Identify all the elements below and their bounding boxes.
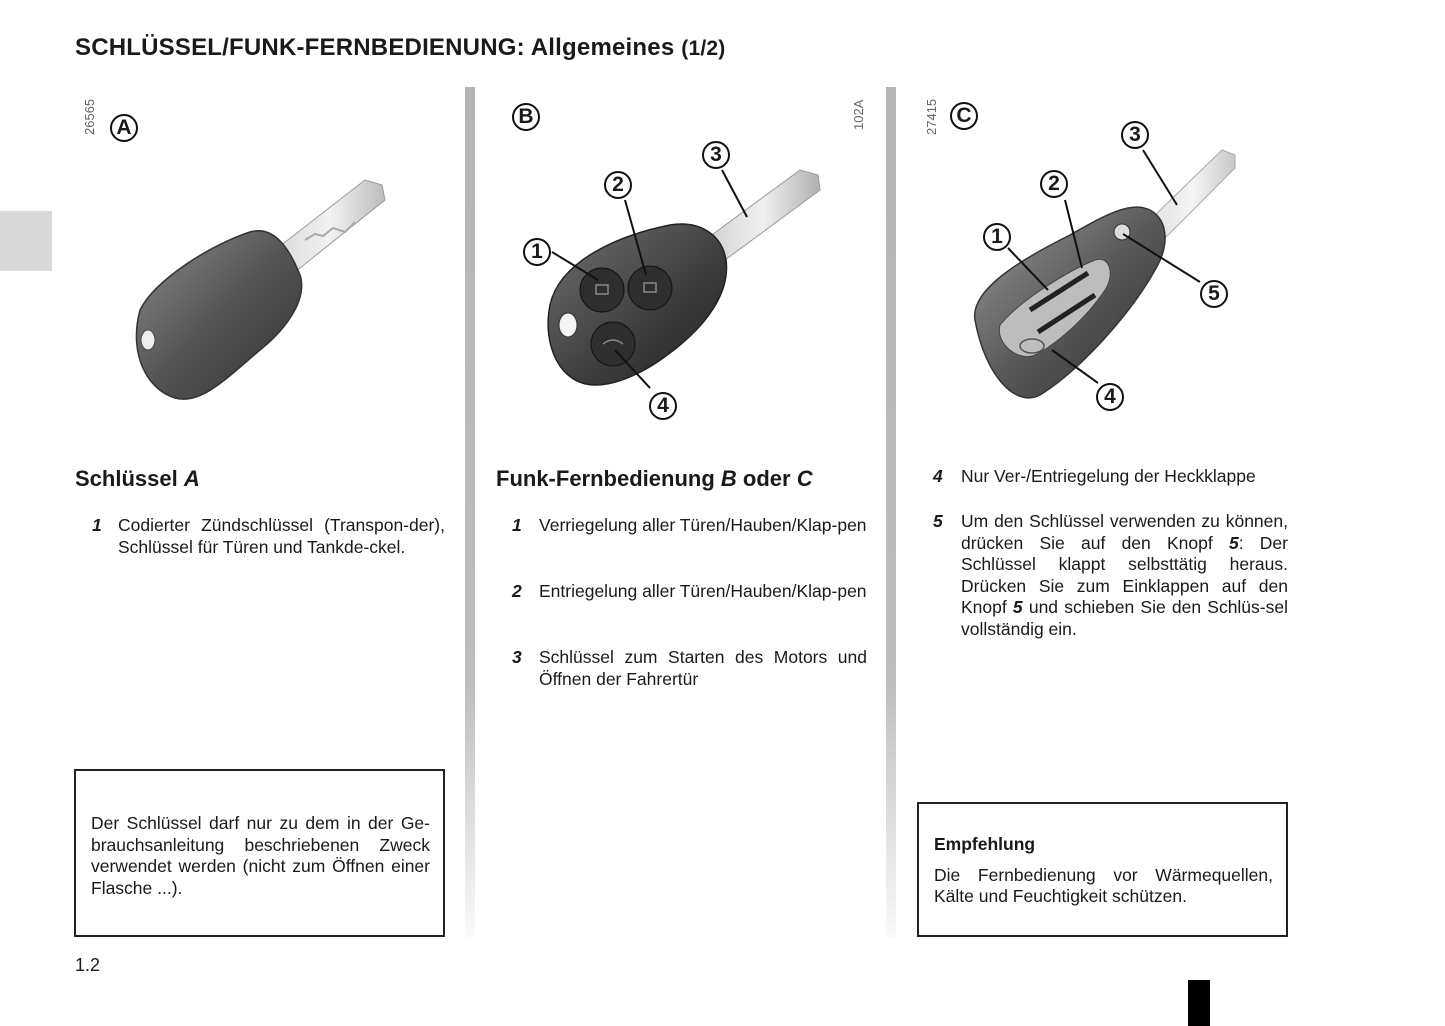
key-head xyxy=(136,231,301,399)
recommendation-content xyxy=(934,834,1273,908)
col-b-heading-text: Funk-Fernbedienung xyxy=(496,466,721,491)
figure-c-callout-3: 3 xyxy=(1121,121,1149,149)
col-c-item-5 xyxy=(933,511,1288,640)
recommendation-title: Empfehlung xyxy=(934,834,1036,854)
col-b-heading-var-c: C xyxy=(796,466,813,491)
col-a-item-1-text: Codierter Zündschlüssel (Transpon-der), Schlüssel für Türen und Tankde-ckel. xyxy=(118,515,445,557)
col-b-item-2-text: Entriegelung aller Türen/Hauben/Klap-pen xyxy=(539,581,867,601)
col-a-heading-text: Schlüssel xyxy=(75,466,184,491)
remote-b-trunk-button xyxy=(591,322,635,366)
col-b-item-3-text: Schlüssel zum Starten des Motors und Öffnen der Fahrertür xyxy=(539,647,867,689)
recommendation-text: Die Fernbedienung vor Wärmequellen, Kälte und Feuchtigkeit schützen. xyxy=(934,864,1273,906)
col-a-note-text: Der Schlüssel darf nur zu dem in der Ge-brauchsanleitung beschriebenen Zweck verwendet werden (nicht zum Öffnen einer Flasche ...). xyxy=(91,813,430,898)
col-b-item-2-num: 2 xyxy=(512,581,522,601)
figure-b-label: B xyxy=(512,103,540,131)
figure-b-remote-illustration xyxy=(500,130,840,430)
col-a-note-box xyxy=(74,769,445,937)
column-divider-1 xyxy=(465,87,475,937)
col-b-heading-var-b: B xyxy=(720,466,737,491)
col-c-item-5-text-c: und schieben Sie den Schlüs-sel vollständig ein. xyxy=(961,597,1288,639)
col-b-heading xyxy=(496,466,813,492)
page-title-part: (1/2) xyxy=(681,37,726,60)
figure-c-code: 27415 xyxy=(924,98,939,135)
figure-c-callout-2: 2 xyxy=(1040,170,1068,198)
figure-b-callout-3: 3 xyxy=(702,141,730,169)
col-a-item-1 xyxy=(92,515,445,558)
col-c-item-4 xyxy=(933,466,1288,488)
col-c-item-4-num: 4 xyxy=(933,466,943,486)
figure-b-callout-1: 1 xyxy=(523,238,551,266)
col-c-item-5-text xyxy=(961,511,1288,640)
col-c-item-5-ref-b: 5 xyxy=(1012,597,1023,617)
col-b-heading-mid: oder xyxy=(736,466,797,491)
figure-a-code: 26565 xyxy=(82,98,97,135)
page-number: 1.2 xyxy=(75,955,101,975)
col-b-item-3-num: 3 xyxy=(512,647,522,667)
col-b-item-1 xyxy=(512,515,867,537)
col-c-item-4-text: Nur Ver-/Entriegelung der Heckklappe xyxy=(961,466,1256,486)
column-divider-2 xyxy=(886,87,896,937)
page-title-main: SCHLÜSSEL/FUNK-FERNBEDIENUNG: Allgemeines xyxy=(75,34,675,61)
col-b-item-2 xyxy=(512,581,867,603)
remote-b-lock-button xyxy=(580,268,624,312)
col-c-item-5-text-b: : Der Schlüssel klappt selbsttätig heraus. Drücken Sie zum Einklappen auf den Knopf xyxy=(961,532,1288,617)
col-b-item-1-num: 1 xyxy=(512,515,522,535)
page-title xyxy=(75,34,725,62)
remote-b-unlock-button xyxy=(628,266,672,310)
remote-b-ring-hole xyxy=(559,313,577,337)
col-b-item-1-text: Verriegelung aller Türen/Hauben/Klap-pen xyxy=(539,515,867,535)
key-ring-hole xyxy=(141,330,155,350)
figure-a-key-illustration xyxy=(110,160,410,420)
figure-b-code: 102A xyxy=(851,99,866,130)
figure-c-callout-1: 1 xyxy=(983,223,1011,251)
col-a-item-1-num: 1 xyxy=(92,515,102,535)
col-c-item-5-num: 5 xyxy=(933,511,943,531)
recommendation-box xyxy=(917,802,1288,937)
col-a-heading xyxy=(75,466,200,492)
figure-c-callout-5: 5 xyxy=(1200,280,1228,308)
page-edge-marker xyxy=(1188,980,1210,1026)
col-b-item-3 xyxy=(512,647,867,690)
figure-c-label: C xyxy=(950,102,978,130)
figure-b-callout-4: 4 xyxy=(649,392,677,420)
figure-b-callout-2: 2 xyxy=(604,171,632,199)
figure-a-label: A xyxy=(110,114,138,142)
figure-c-callout-4: 4 xyxy=(1096,383,1124,411)
chapter-tab xyxy=(0,211,52,271)
col-c-item-5-text-a: Um den Schlüssel verwenden zu können, drücken Sie auf den Knopf xyxy=(961,511,1288,553)
col-a-heading-var: A xyxy=(183,466,200,491)
col-c-item-5-ref-a: 5 xyxy=(1228,532,1239,553)
